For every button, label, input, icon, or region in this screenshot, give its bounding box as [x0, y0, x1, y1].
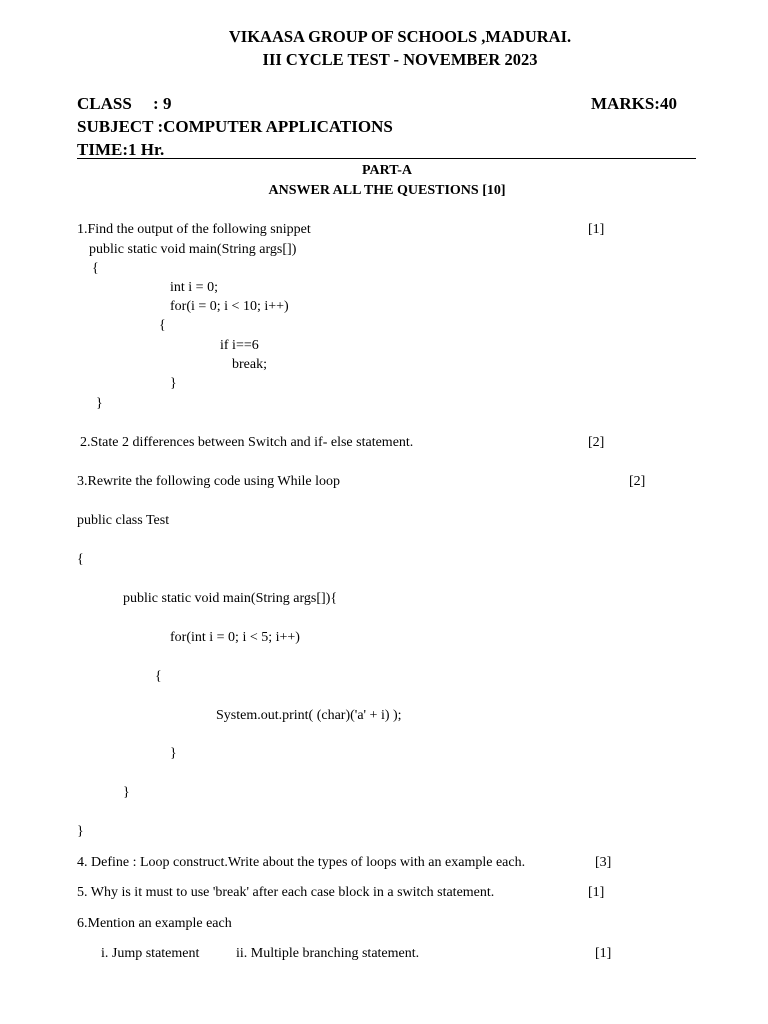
marks-label: MARKS:40 [591, 94, 677, 113]
q1-code-line: } [96, 396, 103, 411]
test-title: III CYCLE TEST - NOVEMBER 2023 [262, 50, 538, 69]
q1-marks: [1] [588, 222, 605, 237]
q1-code-line: } [170, 376, 177, 391]
class-label: CLASS : 9 [77, 94, 172, 113]
q5-marks: [1] [588, 885, 605, 900]
q6-option-1: i. Jump statement [101, 946, 200, 961]
school-name: VIKAASA GROUP OF SCHOOLS ,MADURAI. [228, 27, 572, 46]
q1-code-line: break; [232, 357, 267, 372]
q1-code-line: public static void main(String args[]) [89, 242, 297, 257]
subject-label: SUBJECT :COMPUTER APPLICATIONS [77, 117, 393, 136]
q3-code-line: public class Test [77, 513, 170, 528]
time-label: TIME:1 Hr. [77, 140, 165, 159]
q3-code-line: { [155, 669, 162, 684]
q4-marks: [3] [595, 855, 612, 870]
q2-marks: [2] [588, 435, 605, 450]
q1-code-line: { [92, 261, 99, 276]
q4-text: 4. Define : Loop construct.Write about the types of loops with an example each. [77, 855, 526, 870]
part-instruction: ANSWER ALL THE QUESTIONS [10] [268, 183, 506, 198]
q3-text: 3.Rewrite the following code using While loop [77, 474, 340, 489]
q3-code-line: } [170, 746, 177, 761]
q3-code-line: public static void main(String args[]){ [123, 591, 338, 606]
q6-option-2: ii. Multiple branching statement. [236, 946, 420, 961]
q1-text: 1.Find the output of the following snippet [77, 222, 311, 237]
header-divider [77, 158, 696, 159]
q1-code-line: int i = 0; [170, 280, 218, 295]
q2-text: 2.State 2 differences between Switch and if- else statement. [80, 435, 414, 450]
q1-code-line: { [159, 318, 166, 333]
q5-text: 5. Why is it must to use 'break' after each case block in a switch statement. [77, 885, 495, 900]
q6-marks: [1] [595, 946, 612, 961]
q3-code-line: } [77, 824, 84, 839]
q3-code-line: System.out.print( (char)('a' + i) ); [216, 708, 402, 723]
q3-code-line: for(int i = 0; i < 5; i++) [170, 630, 300, 645]
q3-code-line: { [77, 552, 84, 567]
q3-code-line: } [123, 785, 130, 800]
q6-text: 6.Mention an example each [77, 916, 232, 931]
q1-code-line: if i==6 [220, 338, 259, 353]
q1-code-line: for(i = 0; i < 10; i++) [170, 299, 289, 314]
part-title: PART-A [361, 163, 413, 178]
q3-marks: [2] [629, 474, 646, 489]
